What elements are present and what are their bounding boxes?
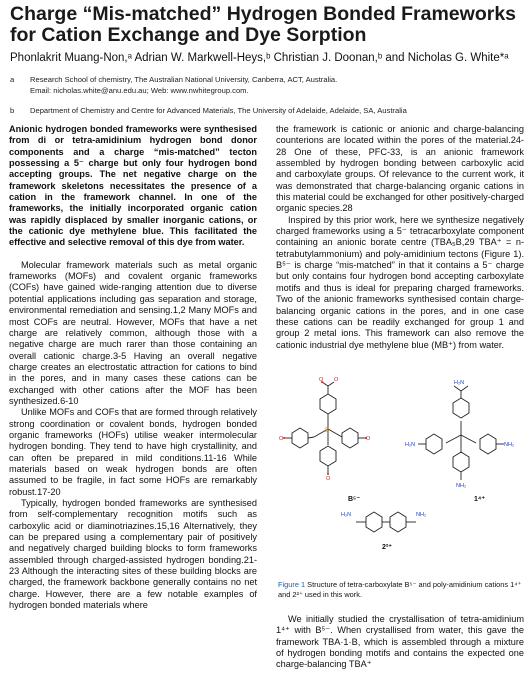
- benzene-ring-top: [320, 394, 336, 414]
- label-1: 1⁴⁺: [474, 496, 486, 503]
- biphenyl-ring-left: [366, 512, 382, 532]
- figure-caption: [278, 580, 522, 599]
- right-column: [276, 124, 524, 351]
- paragraph-typically: Typically, hydrogen bonded frameworks are synthesised from self-complementary recognition motifs such as carboxylic acid or diaminotriazines.15,16 Alternatively, they can be prepared using a complementary pair of positively and negatively charged building blocks to form frameworks assembled through charged-assisted hydrogen bonding.21-23 Although the interacting sites of these building blocks are charged, the framework backbone generally contains no net charge. However, there are a few notable examples of hydrogen bonded materials where: [9, 498, 257, 611]
- affiliation-a-line2: Email: nicholas.white@anu.edu.au; Web: www.nwhitegroup.com.: [30, 86, 249, 95]
- benzene-ring-bottom: [320, 446, 336, 466]
- figure-caption-text: Structure of tetra-carboxylate B⁵⁻ and poly-amidinium cations 1⁴⁺ and 2²⁺ used in this work.: [278, 580, 522, 599]
- label-2: 2²⁺: [382, 544, 392, 551]
- amine-label-left: H₂N: [405, 442, 416, 448]
- affiliation-a-email: [10, 86, 522, 96]
- oxygen-label-right: O: [366, 436, 371, 442]
- amidinium-ring-left: [426, 434, 442, 454]
- figure-caption-label: Figure 1: [278, 580, 306, 589]
- amine-label-right: NH₂: [504, 442, 515, 448]
- affiliation-a-line1: Research School of chemistry, The Australian National University, Canberra, ACT, Australia.: [30, 75, 338, 84]
- boron-atom-label: B: [325, 427, 330, 434]
- amine-label-bottom: NH₂: [456, 483, 467, 489]
- oxygen-label-bottom: O: [326, 476, 331, 482]
- left-column: [9, 124, 257, 611]
- label-b5: B⁵⁻: [348, 496, 361, 503]
- amidinium-ring-top: [453, 398, 469, 418]
- amidinium-ring-right: [480, 434, 496, 454]
- paragraph-pfc33: the framework is cationic or anionic and charge-balancing counterions are located within the pores of the material.24-28 One of these, PFC-33, is an anionic framework assembled by hydrogen bonding between carboxylic acid and carboxylate groups. Of relevance to the current work, it was demonstrated that charge-balancing organic cations in this material could be exchanged for other positively-charged organic species.28: [276, 124, 524, 214]
- paragraph-intro: Molecular framework materials such as metal organic frameworks (MOFs) and covalent organic frameworks (COFs) have gained wide-ranging attention due to diverse potential applications including gas separation and storage, environmental remediation and sensing.1,2 Many MOFs and most COFs are neutral. However, MOFs that have a net charge are relatively common, although those with a negative charge are much rarer than those containing an overall cationic charge.3-5 Having an overall negative charge creates an electrostatic attraction for cations to bind in the pores, and in many cases these cations can be exchanged with other cations after the MOF has been synthesized.6-10: [9, 259, 257, 406]
- biphenyl-ring-right: [390, 512, 406, 532]
- paragraph-hofs: Unlike MOFs and COFs that are formed through relatively strong coordination or covalent bonds, hydrogen bonded organic frameworks (HOFs) utilise weaker intermolecular hydrogen bonding. They tend to have high crystallinity, and can often be prepared in mild conditions.11-16 While materials based on weak hydrogen bonds are often assumed to be fragile, in fact some HOFs are remarkably robust.17-20: [9, 407, 257, 497]
- figure-1-structures: [278, 373, 522, 555]
- paragraph-initially: We initially studied the crystallisation of tetra-amidinium 1⁴⁺ with B⁵⁻. When crystallised from water, this gave the framework TBA·1·B, which is assembled through a mixture of hydrogen bonding motifs and contains the expected one charge-balancing TBA⁺: [276, 614, 524, 670]
- oxygen-label-top-2: O: [334, 377, 339, 383]
- affiliation-a: [10, 75, 522, 85]
- affiliation-mark-a: a: [10, 75, 15, 84]
- oxygen-label-top: O: [319, 377, 324, 383]
- chemical-structures-diagram: [278, 373, 522, 555]
- affiliation-b: [10, 106, 522, 116]
- affiliation-mark-b: b: [10, 106, 15, 115]
- amine-label-2-right: NH₂: [416, 512, 427, 518]
- paper-title: Charge “Mis-matched” Hydrogen Bonded Frameworks for Cation Exchange and Dye Sorption: [10, 3, 517, 46]
- author-list: Phonlakrit Muang-Non,ᵃ Adrian W. Markwell-Heys,ᵇ Christian J. Doonan,ᵇ and Nicholas G. White*ᵃ: [10, 52, 509, 64]
- paragraph-inspired: Inspired by this prior work, here we synthesize negatively charged frameworks using a 5⁻ tetracarboxylate component containing an anionic borate centre (TBA₅B,29 TBA⁺ = n-tetrabutylammonium) and poly-amidinium tectons (Figure 1). B⁵⁻ is charge “mis-matched” in that it contains a 5⁻ charge but only contains four hydrogen bond accepting carboxylate motifs and thus is ideal for preparing charged frameworks. Two of the anionic frameworks synthesised contain charge-balancing organic cations in the pores, and in one case these cations can be readily exchanged for group 1 and group 2 metal ions. This framework can also remove the cationic industrial dye methylene blue (MB⁺) from water.: [276, 214, 524, 350]
- amine-label-top: H₂N: [454, 380, 465, 386]
- right-column-bottom: [276, 614, 524, 671]
- amine-label-2-left: H₂N: [341, 512, 352, 518]
- benzene-ring-left: [292, 428, 308, 448]
- benzene-ring-right: [342, 428, 358, 448]
- oxygen-label-left: O: [279, 436, 284, 442]
- amidinium-ring-bottom: [453, 452, 469, 472]
- affiliation-b-line1: Department of Chemistry and Centre for Advanced Materials, The University of Adelaide, Adelaide, SA, Australia: [30, 106, 407, 115]
- abstract: Anionic hydrogen bonded frameworks were synthesised from di or tetra-amidinium hydrogen bond donor components and a charge “mis-matched” tecton possessing a 5⁻ charge but only four hydrogen bond accepting groups. The net negative charge on the framework skeletons necessitates the presence of a cation in the framework channel. In one of the frameworks, the initially incorporated organic cation was rapidly displaced by smaller inorganic cations, or the cationic dye methylene blue. This facilitated the effective and selective removal of this dye from water.: [9, 124, 257, 248]
